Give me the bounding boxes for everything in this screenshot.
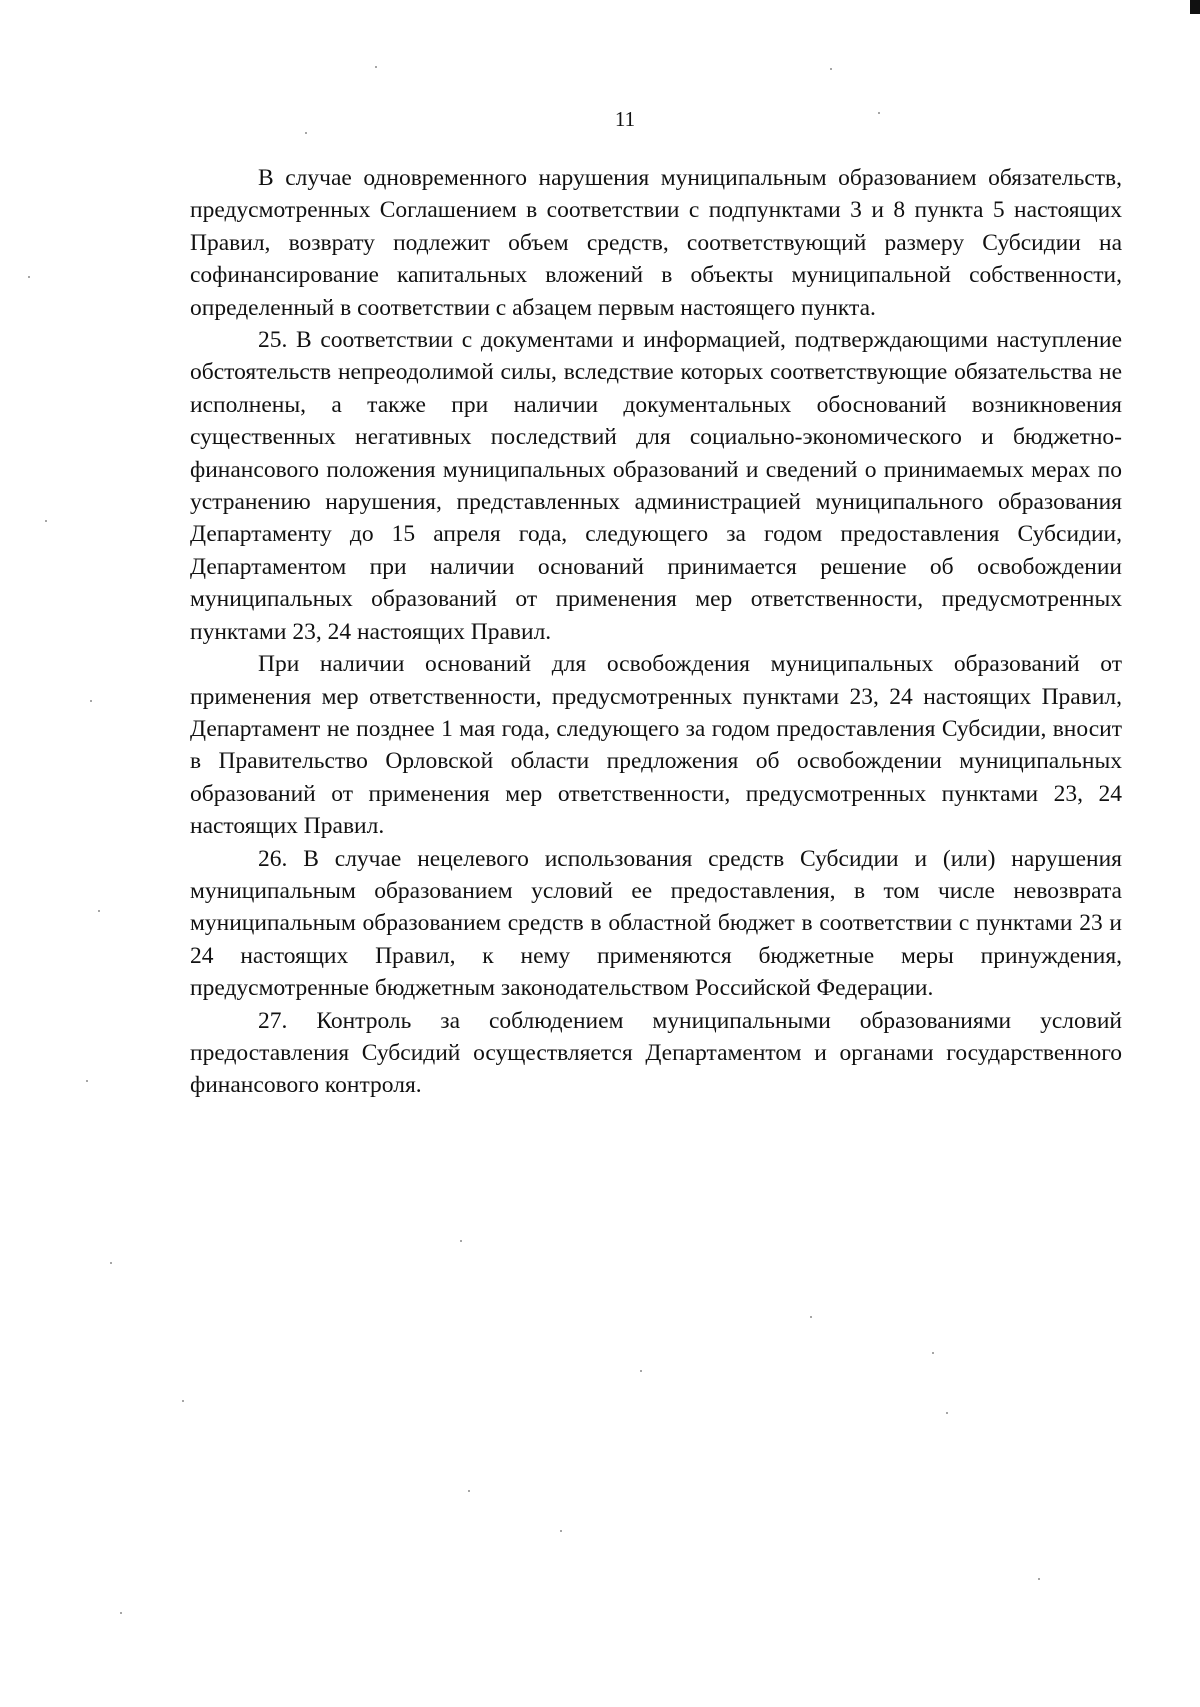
scan-speck [182, 1400, 184, 1402]
scan-speck [86, 1080, 88, 1082]
scan-speck [560, 1530, 562, 1532]
scan-speck [45, 520, 47, 522]
scan-speck [110, 1262, 112, 1264]
paragraph-item-26: 26. В случае нецелевого использования средств Субсидии и (или) нарушения муниципальным образованием условий ее предоставления, в том числе невозврата муниципальным образованием средств в областной бюджет в соответствии с пунктами 23 и 24 настоящих Правил, к нему применяются бюджетные меры принуждения, предусмотренные бюджетным законодательством Российской Федерации. [190, 845, 1122, 1002]
scan-speck [305, 132, 307, 134]
paragraph-item-27: 27. Контроль за соблюдением муниципальными образованиями условий предоставления Субсидий осуществляется Департаментом и органами государственного финансового контроля. [190, 1007, 1122, 1099]
scan-speck [468, 1490, 470, 1492]
scan-speck [878, 112, 880, 114]
paragraph-simultaneous-violation: В случае одновременного нарушения муниципальным образованием обязательств, предусмотренных Соглашением в соответствии с подпунктами 3 и 8 пункта 5 настоящих Правил, возврату подлежит объем средств, соответствующий размеру Субсидии на софинансирование капитальных вложений в объекты муниципальной собственности, определенный в соответствии с абзацем первым настоящего пункта. [190, 165, 1122, 321]
scan-speck [28, 276, 30, 278]
page-number: 11 [614, 107, 636, 131]
scan-speck [810, 1316, 812, 1318]
scan-speck [830, 68, 832, 70]
scan-speck [932, 1352, 934, 1354]
scan-speck [90, 700, 92, 702]
scan-speck [946, 1412, 948, 1414]
scan-speck [375, 66, 377, 68]
paragraph-item-25: 25. В соответствии с документами и информацией, подтверждающими наступление обстоятельств непреодолимой силы, вследствие которых соответствующие обязательства не исполнены, а также при наличии документальных обоснований возникновения существенных негативных последствий для социально-экономического и бюджетно-финансового положения муниципальных образований и сведений о принимаемых мерах по устранению нарушения, представленных администрацией муниципального образования Департаменту до 15 апреля года, следующего за годом предоставления Субсидии, Департаментом при наличии оснований принимается решение об освобождении муниципальных образований от применения мер ответственности, предусмотренных пунктами 23, 24 настоящих Правил. [190, 327, 1122, 645]
paragraph-exemption-proposal: При наличии оснований для освобождения муниципальных образований от применения мер ответственности, предусмотренных пунктами 23, 24 настоящих Правил, Департамент не позднее 1 мая года, следующего за годом предоставления Субсидии, вносит в Правительство Орловской области предложения об освобождении муниципальных образований от применения мер ответственности, предусмотренных пунктами 23, 24 настоящих Правил. [190, 651, 1122, 840]
scan-speck [1038, 1578, 1040, 1580]
scan-corner-mark [1190, 0, 1200, 14]
scan-speck [120, 1612, 122, 1614]
scan-speck [98, 910, 100, 912]
scan-speck [460, 1240, 462, 1242]
document-body [190, 162, 1122, 1102]
scan-speck [640, 1370, 642, 1372]
